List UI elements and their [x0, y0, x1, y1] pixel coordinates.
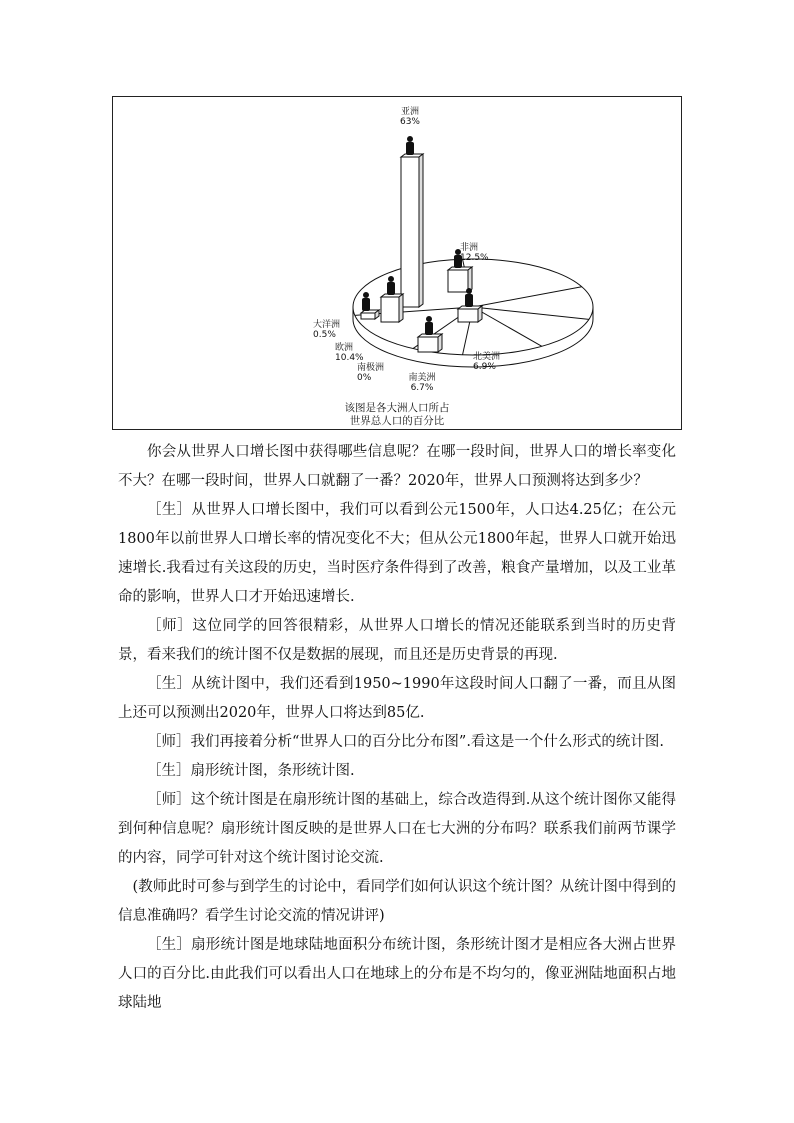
chart-caption-line-1: 该图是各大洲人口所占: [344, 402, 450, 414]
paragraph: ［生］从统计图中，我们还看到1950~1990年这段时间人口翻了一番，而且从图上还可以预测出2020年，世界人口将达到85亿.: [118, 676, 676, 721]
slice-name-label: 南极洲: [357, 363, 385, 373]
paragraph: ［生］从世界人口增长图中，我们可以看到公元1500年，人口达4.25亿；在公元1800年以前世界人口增长率的情况变化不大；但从公元1800年起，世界人口就开始迅速增长.我看过有关这段的历史，当时医疗条件得到了改善，粮食产量增加，以及工业革命的影响，世界人口才开始迅速增长.: [118, 502, 676, 605]
paragraph: ［生］扇形统计图，条形统计图.: [147, 763, 355, 779]
bar-slice-0: [401, 157, 419, 307]
slice-value-label: 10.4%: [335, 353, 364, 363]
chart-caption-line-2: 世界总人口的百分比: [349, 415, 445, 427]
paragraph: ［师］这个统计图是在扇形统计图的基础上，综合改造得到.从这个统计图你又能得到何种信息呢？扇形统计图反映的是世界人口在七大洲的分布吗？联系我们前两节课学的内容，同学可针对这个统计图讨论交流.: [118, 792, 676, 866]
person-head-icon: [426, 316, 432, 322]
slice-value-label: 0%: [357, 373, 372, 383]
slice-name-label: 亚洲: [400, 107, 420, 117]
paragraph: ［师］我们再接着分析“世界人口的百分比分布图”.看这是一个什么形式的统计图.: [147, 734, 665, 750]
paragraph: 你会从世界人口增长图中获得哪些信息呢？在哪一段时间，世界人口的增长率变化不大？在哪一段时间，世界人口就翻了一番？2020年，世界人口预测将达到多少？: [118, 444, 676, 489]
bar-side-slice-5: [399, 294, 403, 322]
slice-value-label: 0.5%: [313, 330, 336, 340]
paragraph: (教师此时可参与到学生的讨论中，看同学们如何认识这个统计图？从统计图中得到的信息准确吗？看学生讨论交流的情况讲评): [118, 879, 676, 924]
person-head-icon: [407, 136, 413, 142]
slice-name-label: 南美洲: [408, 373, 436, 383]
person-body-icon: [465, 294, 473, 307]
bar-slice-2: [458, 309, 478, 322]
bar-slice-1: [448, 270, 468, 292]
bar-slice-6: [361, 313, 375, 319]
bar-side-slice-0: [419, 154, 423, 307]
slice-name-label: 欧洲: [335, 343, 354, 353]
population-distribution-figure: [112, 96, 682, 430]
slice-name-label: 非洲: [460, 243, 479, 253]
slice-name-label: 大洋洲: [313, 320, 341, 330]
person-body-icon: [387, 282, 395, 295]
slice-value-label: 12.5%: [460, 253, 489, 263]
person-head-icon: [363, 292, 369, 298]
person-body-icon: [425, 322, 433, 335]
bar-side-slice-2: [478, 306, 482, 322]
slice-value-label: 63%: [399, 117, 421, 127]
bar-side-slice-3: [438, 334, 442, 352]
slice-name-label: 北美洲: [473, 352, 501, 362]
person-head-icon: [466, 288, 472, 294]
slice-value-label: 6.7%: [410, 383, 434, 393]
bar-slice-3: [418, 337, 438, 352]
bar-slice-5: [381, 297, 399, 322]
person-body-icon: [406, 142, 414, 155]
paragraph: ［生］扇形统计图是地球陆地面积分布统计图，条形统计图才是相应各大洲占世界人口的百分比.由此我们可以看出人口在地球上的分布是不均匀的，像亚洲陆地面积占地球陆地: [118, 937, 676, 1011]
person-head-icon: [388, 276, 394, 282]
lesson-text: [118, 438, 676, 1018]
person-body-icon: [362, 298, 370, 311]
population-pie-bar-chart: [113, 97, 681, 429]
paragraph: ［师］这位同学的回答很精彩，从世界人口增长的情况还能联系到当时的历史背景，看来我们的统计图不仅是数据的展现，而且还是历史背景的再现.: [118, 618, 676, 663]
slice-value-label: 6.9%: [473, 362, 496, 372]
